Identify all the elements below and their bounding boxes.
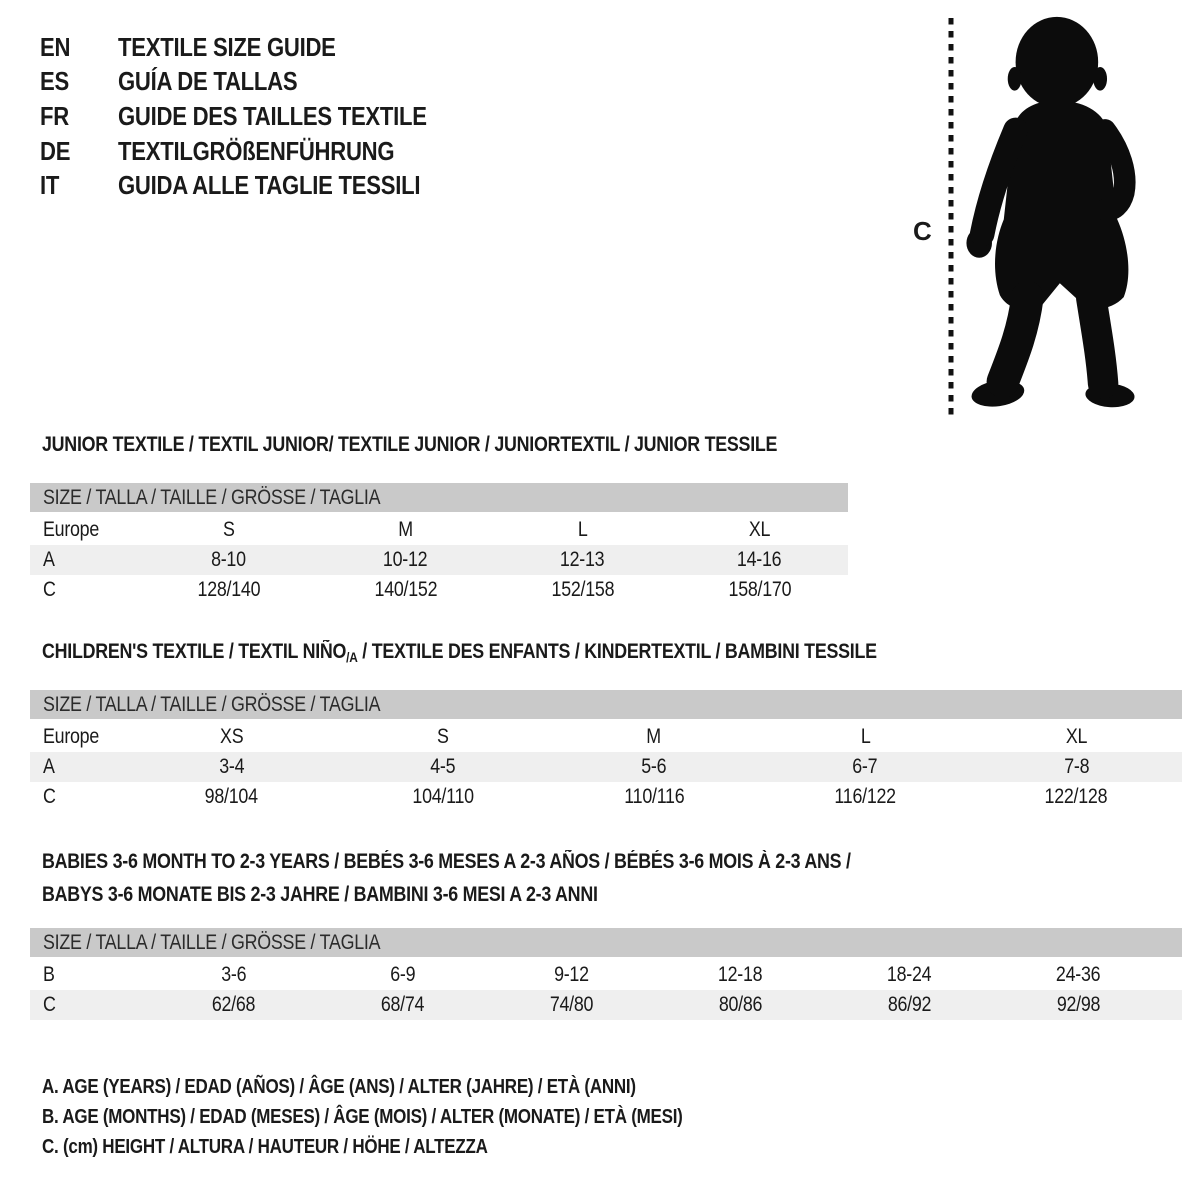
size-col: S [222, 518, 235, 541]
note-age-months: B. AGE (MONTHS) / EDAD (MESES) / ÂGE (MOIS) / ALTER (MONATE) / ETÀ (MESI) [42, 1105, 683, 1128]
cell: 86/92 [887, 993, 932, 1016]
table-row-europe [30, 722, 1182, 752]
cell: 18-24 [887, 963, 932, 986]
row-label: C [43, 785, 56, 808]
table-row-height [30, 990, 1182, 1020]
babies-title-line2: BABYS 3-6 MONATE BIS 2-3 JAHRE / BAMBINI 3-6 MESI A 2-3 ANNI [42, 883, 598, 906]
cell: 6-7 [852, 755, 878, 778]
cell: 158/170 [728, 578, 791, 601]
junior-section-title-text: JUNIOR TEXTILE / TEXTIL JUNIOR/ TEXTILE JUNIOR / JUNIORTEXTIL / JUNIOR TESSILE [42, 433, 778, 456]
cell: 10-12 [383, 548, 428, 571]
cell: 9-12 [554, 963, 589, 986]
cell: 122/128 [1045, 785, 1108, 808]
size-header-bar [30, 690, 1182, 719]
cell: 116/122 [834, 785, 896, 808]
baby-silhouette-icon [955, 10, 1145, 418]
size-col: L [860, 725, 871, 748]
size-col: M [646, 725, 662, 748]
row-label: A [43, 548, 55, 571]
size-header-text: SIZE / TALLA / TAILLE / GRÖSSE / TAGLIA [43, 485, 381, 509]
babies-section-title [42, 845, 993, 911]
junior-section-title [42, 434, 907, 456]
cell: 8-10 [211, 548, 246, 571]
language-row-en [40, 30, 481, 65]
cell: 62/68 [211, 993, 256, 1016]
note-age-years: A. AGE (YEARS) / EDAD (AÑOS) / ÂGE (ANS) / ALTER (JAHRE) / ETÀ (ANNI) [42, 1075, 636, 1098]
row-label: C [43, 578, 56, 601]
language-title-list [40, 30, 481, 203]
table-row-height [30, 782, 1182, 812]
row-label: A [43, 755, 55, 778]
row-label: C [43, 993, 56, 1016]
cell: 68/74 [380, 993, 425, 1016]
babies-size-table [30, 928, 1182, 1020]
note-height-cm: C. (cm) HEIGHT / ALTURA / HAUTEUR / HÖHE / ALTEZZA [42, 1135, 488, 1158]
size-col: XL [748, 518, 771, 541]
title-post: / TEXTILE DES ENFANTS / KINDERTEXTIL / BAMBINI TESSILE [357, 640, 877, 663]
cell: 3-6 [220, 963, 247, 986]
cell: 14-16 [737, 548, 782, 571]
size-header-text: SIZE / TALLA / TAILLE / GRÖSSE / TAGLIA [43, 930, 381, 954]
guide-title-it: GUIDA ALLE TAGLIE TESSILI [118, 170, 421, 201]
row-label: B [43, 963, 55, 986]
size-col: XL [1065, 725, 1088, 748]
size-col: XS [219, 725, 244, 748]
children-section-title [42, 641, 1024, 668]
height-measure-label: C [913, 216, 932, 246]
language-code: IT [40, 170, 60, 201]
babies-title-line1: BABIES 3-6 MONTH TO 2-3 YEARS / BEBÉS 3-6 MESES A 2-3 AÑOS / BÉBÉS 3-6 MOIS À 2-3 ANS / [42, 850, 851, 873]
language-row-fr [40, 99, 481, 134]
guide-title-de: TEXTILGRÖßENFÜHRUNG [118, 135, 395, 166]
cell: 104/110 [412, 785, 474, 808]
children-section-title-text [42, 641, 877, 668]
guide-title-fr: GUIDE DES TAILLES TEXTILE [118, 100, 427, 131]
cell: 80/86 [718, 993, 763, 1016]
language-code: EN [40, 31, 71, 62]
size-col: L [577, 518, 588, 541]
language-row-es [40, 65, 481, 100]
size-header-bar [30, 483, 848, 512]
cell: 12-13 [560, 548, 605, 571]
table-row-height [30, 575, 848, 605]
cell: 7-8 [1063, 755, 1089, 778]
junior-size-table [30, 483, 848, 605]
cell: 92/98 [1056, 993, 1101, 1016]
table-row-months [30, 960, 1182, 990]
language-row-it [40, 168, 481, 203]
guide-title-en: TEXTILE SIZE GUIDE [118, 31, 336, 62]
title-pre: CHILDREN'S TEXTILE / TEXTIL NIÑO [42, 640, 347, 663]
table-row-europe [30, 515, 848, 545]
cell: 3-4 [219, 755, 245, 778]
row-label: Europe [43, 518, 100, 541]
size-col: M [398, 518, 413, 541]
cell: 6-9 [389, 963, 416, 986]
cell: 12-18 [718, 963, 763, 986]
cell: 110/116 [623, 785, 685, 808]
guide-title-es: GUÍA DE TALLAS [118, 66, 298, 97]
legend-notes [42, 1072, 796, 1162]
size-header-bar [30, 928, 1182, 957]
size-header-text: SIZE / TALLA / TAILLE / GRÖSSE / TAGLIA [43, 692, 381, 716]
title-sub: /A [346, 649, 358, 665]
cell: 152/158 [551, 578, 614, 601]
language-code: FR [40, 100, 69, 131]
size-col: S [436, 725, 449, 748]
row-label: Europe [43, 725, 100, 748]
table-row-age [30, 545, 848, 575]
cell: 98/104 [205, 785, 259, 808]
children-size-table [30, 690, 1182, 812]
cell: 24-36 [1056, 963, 1101, 986]
cell: 140/152 [374, 578, 437, 601]
language-code: DE [40, 135, 71, 166]
table-row-age [30, 752, 1182, 782]
language-row-de [40, 134, 481, 169]
cell: 74/80 [549, 993, 594, 1016]
cell: 5-6 [641, 755, 667, 778]
cell: 128/140 [197, 578, 260, 601]
cell: 4-5 [430, 755, 456, 778]
language-code: ES [40, 66, 69, 97]
